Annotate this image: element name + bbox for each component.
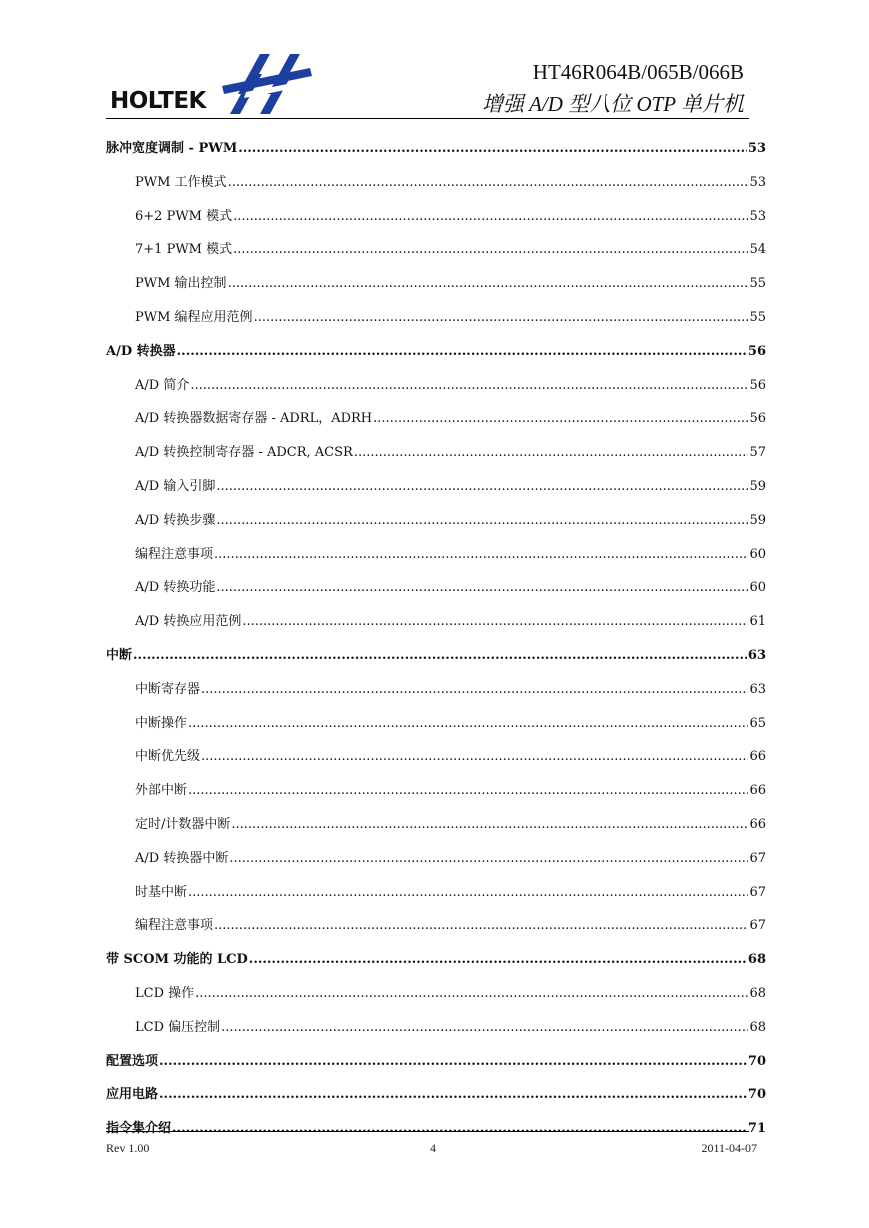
toc-item-row[interactable]: [106, 504, 766, 538]
toc-entry-title: 应用电路: [106, 1087, 159, 1103]
document-subtitle: 增强 A/D 型八位 OTP 单片机: [481, 92, 744, 116]
toc-leader-dots: [216, 571, 748, 605]
toc-page-number: 63: [749, 681, 766, 697]
toc-item-row[interactable]: [106, 470, 766, 504]
toc-page-number: 54: [749, 242, 766, 258]
toc-item-row[interactable]: [106, 842, 766, 876]
toc-entry-title: A/D 转换功能: [135, 580, 216, 596]
toc-page-number: 57: [749, 445, 766, 461]
toc-entry-title: PWM 输出控制: [135, 276, 227, 292]
toc-page-number: 56: [747, 343, 766, 359]
footer-page-number: 4: [430, 1141, 436, 1155]
toc-leader-dots: [233, 200, 748, 234]
toc-page-number: 71: [747, 1121, 766, 1137]
toc-page-number: 56: [749, 411, 766, 427]
toc-item-row[interactable]: [106, 538, 766, 572]
toc-item-row[interactable]: [106, 436, 766, 470]
toc-entry-title: A/D 转换器数据寄存器 - ADRL，ADRH: [135, 411, 373, 427]
toc-section-row[interactable]: [106, 1045, 766, 1079]
toc-leader-dots: [190, 369, 748, 403]
toc-section-row[interactable]: [106, 943, 766, 977]
toc-leader-dots: [242, 605, 748, 639]
toc-entry-title: 配置选项: [106, 1053, 159, 1069]
toc-leader-dots: [188, 876, 748, 910]
toc-section-row[interactable]: [106, 132, 766, 166]
toc-page-number: 67: [749, 884, 766, 900]
toc-item-row[interactable]: [106, 977, 766, 1011]
toc-entry-title: A/D 转换器: [106, 343, 176, 359]
toc-section-row[interactable]: [106, 1112, 766, 1146]
toc-item-row[interactable]: [106, 876, 766, 910]
toc-leader-dots: [177, 335, 747, 369]
holtek-logo: [110, 48, 320, 116]
toc-item-row[interactable]: [106, 402, 766, 436]
toc-leader-dots: [249, 943, 747, 977]
toc-leader-dots: [216, 504, 748, 538]
toc-leader-dots: [201, 673, 748, 707]
toc-item-row[interactable]: [106, 166, 766, 200]
toc-leader-dots: [238, 132, 747, 166]
toc-entry-title: 中断寄存器: [135, 681, 201, 697]
toc-item-row[interactable]: [106, 605, 766, 639]
toc-page-number: 68: [747, 952, 766, 968]
toc-leader-dots: [172, 1112, 747, 1146]
toc-section-row[interactable]: [106, 335, 766, 369]
toc-page-number: 60: [749, 580, 766, 596]
toc-section-row[interactable]: [106, 1078, 766, 1112]
toc-entry-title: 中断操作: [135, 715, 188, 731]
toc-leader-dots: [216, 470, 748, 504]
toc-entry-title: A/D 转换器中断: [135, 850, 229, 866]
toc-page-number: 70: [747, 1087, 766, 1103]
toc-leader-dots: [354, 436, 749, 470]
toc-leader-dots: [228, 166, 749, 200]
toc-page-number: 53: [749, 174, 766, 190]
toc-page-number: 60: [749, 546, 766, 562]
toc-page-number: 55: [749, 276, 766, 292]
toc-entry-title: LCD 操作: [135, 985, 195, 1001]
toc-leader-dots: [221, 1011, 748, 1045]
toc-leader-dots: [254, 301, 749, 335]
toc-leader-dots: [188, 774, 748, 808]
toc-page-number: 65: [749, 715, 766, 731]
toc-page-number: 56: [749, 377, 766, 393]
header-divider: [106, 118, 749, 119]
toc-leader-dots: [214, 909, 748, 943]
toc-item-row[interactable]: [106, 301, 766, 335]
toc-page-number: 59: [749, 512, 766, 528]
toc-entry-title: PWM 编程应用范例: [135, 309, 253, 325]
toc-leader-dots: [201, 740, 748, 774]
toc-page-number: 67: [749, 918, 766, 934]
footer-date: 2011-04-07: [701, 1141, 757, 1155]
footer-divider: [106, 1131, 749, 1132]
toc-entry-title: A/D 转换应用范例: [135, 614, 242, 630]
footer-revision: Rev 1.00: [106, 1141, 150, 1155]
toc-entry-title: 7+1 PWM 模式: [135, 242, 233, 258]
toc-item-row[interactable]: [106, 808, 766, 842]
toc-leader-dots: [159, 1045, 747, 1079]
toc-entry-title: 定时/计数器中断: [135, 816, 231, 832]
toc-entry-title: A/D 简介: [135, 377, 190, 393]
toc-entry-title: LCD 偏压控制: [135, 1019, 221, 1035]
toc-item-row[interactable]: [106, 707, 766, 741]
toc-item-row[interactable]: [106, 1011, 766, 1045]
toc-entry-title: A/D 转换步骤: [135, 512, 216, 528]
toc-leader-dots: [229, 842, 748, 876]
toc-page-number: 63: [747, 647, 766, 663]
toc-entry-title: 中断: [106, 647, 133, 663]
toc-entry-title: 外部中断: [135, 783, 188, 799]
toc-section-row[interactable]: [106, 639, 766, 673]
model-number: HT46R064B/065B/066B: [532, 60, 744, 84]
toc-leader-dots: [133, 639, 747, 673]
toc-item-row[interactable]: [106, 571, 766, 605]
toc-entry-title: 时基中断: [135, 884, 188, 900]
toc-item-row[interactable]: [106, 233, 766, 267]
toc-item-row[interactable]: [106, 369, 766, 403]
toc-entry-title: PWM 工作模式: [135, 174, 227, 190]
toc-entry-title: 6+2 PWM 模式: [135, 208, 233, 224]
toc-entry-title: 编程注意事项: [135, 918, 214, 934]
toc-page-number: 59: [749, 478, 766, 494]
toc-entry-title: 中断优先级: [135, 749, 201, 765]
toc-leader-dots: [188, 707, 748, 741]
toc-page-number: 68: [749, 1019, 766, 1035]
toc-item-row[interactable]: [106, 673, 766, 707]
toc-page-number: 68: [749, 985, 766, 1001]
toc-entry-title: A/D 转换控制寄存器 - ADCR, ACSR: [135, 445, 353, 461]
toc-page-number: 67: [749, 850, 766, 866]
toc-item-row[interactable]: [106, 200, 766, 234]
toc-leader-dots: [228, 267, 749, 301]
toc-leader-dots: [214, 538, 748, 572]
toc-page-number: 53: [749, 208, 766, 224]
toc-entry-title: 带 SCOM 功能的 LCD: [106, 952, 248, 968]
toc-item-row[interactable]: [106, 267, 766, 301]
toc-leader-dots: [159, 1078, 747, 1112]
toc-item-row[interactable]: [106, 774, 766, 808]
toc-entry-title: 指令集介绍: [106, 1121, 172, 1137]
toc-page-number: 61: [749, 614, 766, 630]
toc-entry-title: 编程注意事项: [135, 546, 214, 562]
toc-page-number: 66: [749, 783, 766, 799]
toc-page-number: 55: [749, 309, 766, 325]
toc-page-number: 66: [749, 816, 766, 832]
toc-page-number: 66: [749, 749, 766, 765]
toc-item-row[interactable]: [106, 909, 766, 943]
table-of-contents: [106, 132, 766, 1146]
toc-page-number: 70: [747, 1053, 766, 1069]
toc-leader-dots: [231, 808, 748, 842]
toc-page-number: 53: [747, 141, 766, 156]
toc-entry-title: A/D 输入引脚: [135, 478, 216, 494]
toc-leader-dots: [195, 977, 748, 1011]
logo-text: HOLTEK: [110, 88, 206, 114]
toc-leader-dots: [373, 402, 748, 436]
toc-leader-dots: [233, 233, 748, 267]
toc-entry-title: 脉冲宽度调制 - PWM: [106, 141, 238, 156]
toc-item-row[interactable]: [106, 740, 766, 774]
